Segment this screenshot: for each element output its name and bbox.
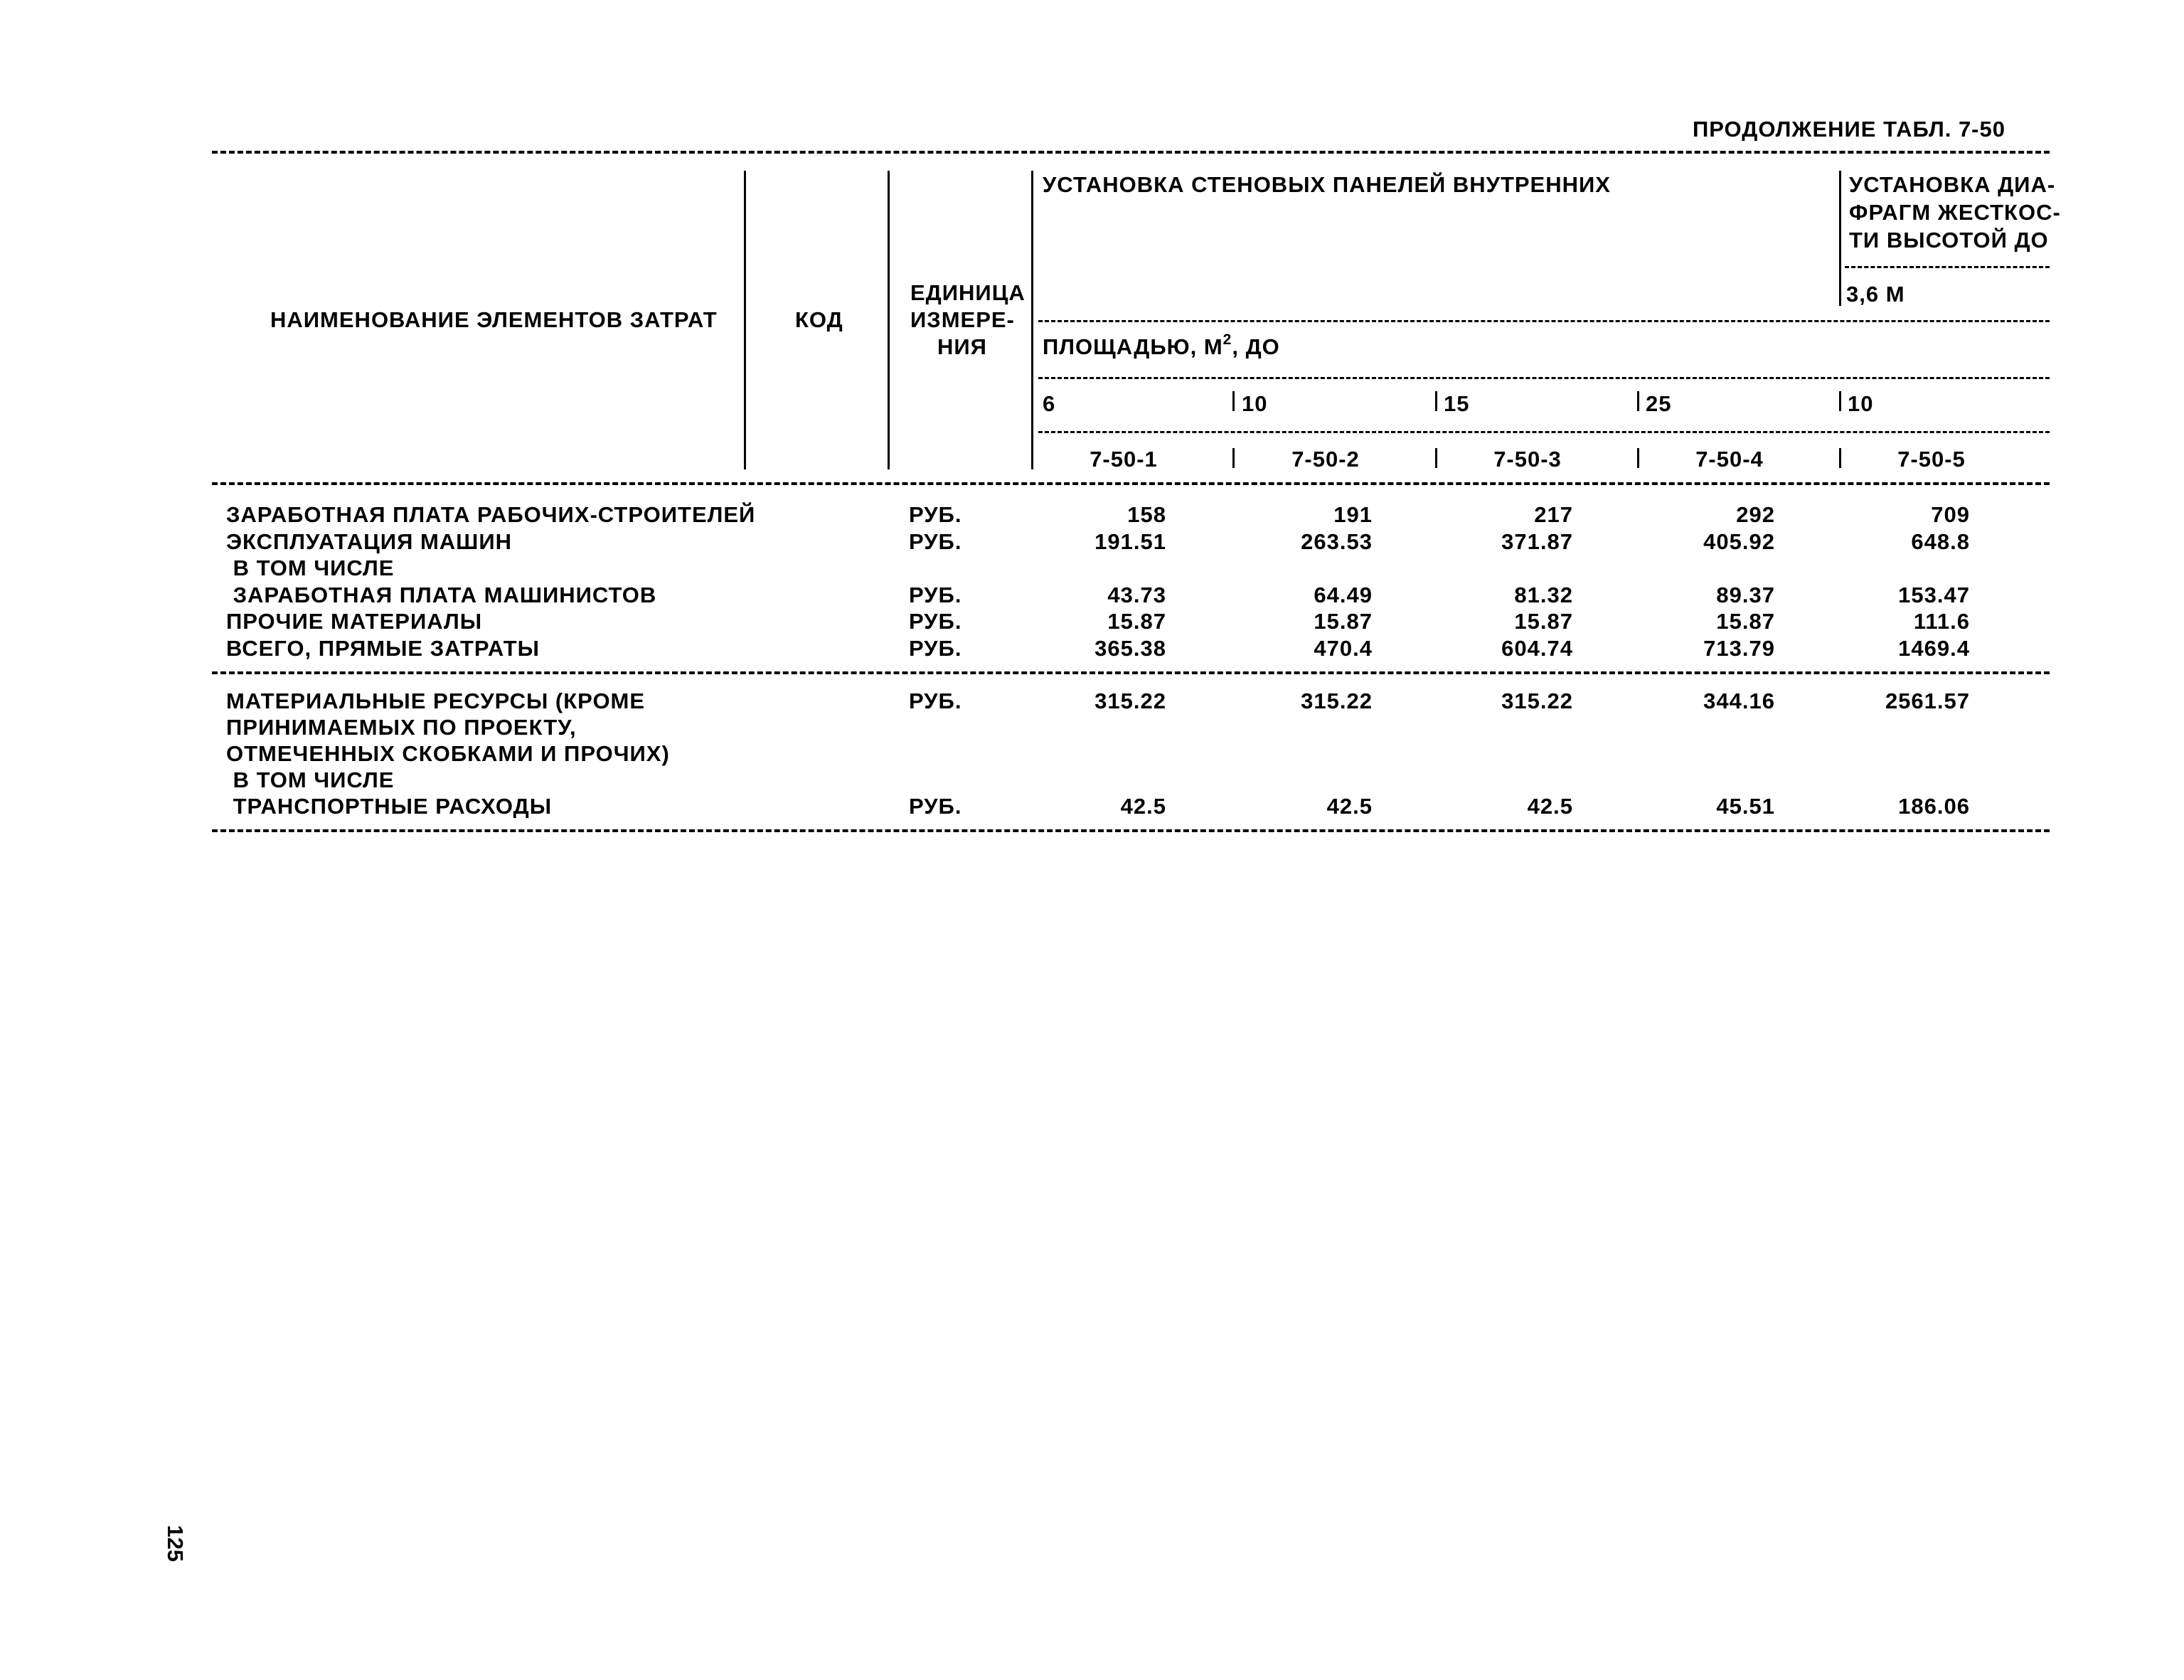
row-name: ТРАНСПОРТНЫЕ РАСХОДЫ bbox=[226, 794, 553, 819]
row-value-col-4: 292 bbox=[1736, 502, 1775, 527]
row-value-col-3: 42.5 bbox=[1527, 794, 1573, 819]
row-value-col-2: 64.49 bbox=[1314, 582, 1373, 607]
header-unit-line-2: ИЗМЕРЕ- bbox=[910, 307, 1015, 332]
group1-title: УСТАНОВКА СТЕНОВЫХ ПАНЕЛЕЙ ВНУТРЕННИХ bbox=[1043, 172, 1611, 197]
row-value-col-1: 15.87 bbox=[1107, 609, 1166, 634]
row-value-col-3: 217 bbox=[1534, 502, 1573, 527]
row-value-col-2: 15.87 bbox=[1314, 609, 1373, 634]
table-top-rule bbox=[212, 151, 2050, 154]
section-divider-rule bbox=[212, 671, 2050, 674]
row-value-col-4: 713.79 bbox=[1703, 635, 1775, 661]
row-value-col-4: 15.87 bbox=[1716, 609, 1775, 634]
row-value-col-2: 42.5 bbox=[1326, 794, 1373, 819]
row-value-col-3: 315.22 bbox=[1501, 689, 1573, 713]
header-divider-code-4 bbox=[1637, 448, 1639, 468]
column-code-2: 7-50-2 bbox=[1291, 447, 1360, 472]
column-code-5: 7-50-5 bbox=[1897, 447, 1966, 472]
row-unit: РУБ. bbox=[909, 528, 962, 554]
row-name: ЗАРАБОТНАЯ ПЛАТА МАШИНИСТОВ bbox=[226, 582, 657, 607]
row-value-col-1: 158 bbox=[1127, 502, 1166, 527]
area-value-2: 10 bbox=[1242, 391, 1268, 416]
header-divider-area-3 bbox=[1435, 391, 1437, 411]
row-name: ЭКСПЛУАТАЦИЯ МАШИН bbox=[226, 528, 513, 554]
row-value-col-5: 648.8 bbox=[1911, 528, 1970, 554]
area-value-4: 25 bbox=[1646, 391, 1672, 416]
group2-title-line-1: УСТАНОВКА ДИА- bbox=[1849, 172, 2056, 197]
area-label: ПЛОЩАДЬЮ, $М^2$, ДО bbox=[1043, 331, 1280, 359]
column-code-3: 7-50-3 bbox=[1493, 447, 1562, 472]
area-value-1: 6 bbox=[1043, 391, 1056, 416]
header-unit-line-1: ЕДИНИЦА bbox=[910, 280, 1026, 305]
row-unit: РУБ. bbox=[909, 635, 962, 661]
row-name: ВСЕГО, ПРЯМЫЕ ЗАТРАТЫ bbox=[226, 635, 540, 661]
header-code-column: КОД bbox=[795, 307, 843, 332]
header-rule-area bbox=[1038, 377, 2050, 379]
row-value-col-2: 191 bbox=[1333, 502, 1373, 527]
row-value-col-5: 186.06 bbox=[1898, 794, 1970, 819]
row-value-col-1: 43.73 bbox=[1107, 582, 1166, 607]
row-value-col-1: 191.51 bbox=[1094, 528, 1166, 554]
row-value-col-1: 365.38 bbox=[1094, 635, 1166, 661]
header-name-column: НАИМЕНОВАНИЕ ЭЛЕМЕНТОВ ЗАТРАТ bbox=[270, 307, 718, 332]
row-name: В ТОМ ЧИСЛЕ bbox=[226, 767, 395, 792]
page-number: 125 bbox=[163, 1525, 188, 1562]
header-divider-name-code bbox=[744, 171, 746, 469]
header-unit-line-3: НИЯ bbox=[937, 334, 987, 359]
row-value-col-5: 709 bbox=[1931, 502, 1970, 527]
header-divider-area-5 bbox=[1839, 391, 1841, 411]
row-unit: РУБ. bbox=[909, 794, 962, 819]
row-value-col-1: 42.5 bbox=[1120, 794, 1166, 819]
header-divider-area-4 bbox=[1637, 391, 1639, 411]
column-code-1: 7-50-1 bbox=[1090, 447, 1158, 472]
group2-title-line-3: ТИ ВЫСОТОЙ ДО bbox=[1849, 228, 2049, 252]
group2-inner-rule bbox=[1845, 266, 2050, 268]
row-value-col-2: 470.4 bbox=[1314, 635, 1373, 661]
group2-height: 3,6 М bbox=[1846, 282, 1905, 307]
header-divider-unit-group bbox=[1031, 171, 1033, 469]
row-value-col-4: 344.16 bbox=[1703, 689, 1775, 713]
row-value-col-2: 315.22 bbox=[1301, 689, 1373, 713]
row-unit: РУБ. bbox=[909, 609, 962, 634]
row-name: В ТОМ ЧИСЛЕ bbox=[226, 555, 395, 580]
row-value-col-3: 81.32 bbox=[1514, 582, 1573, 607]
row-value-col-3: 15.87 bbox=[1514, 609, 1573, 634]
row-value-col-5: 2561.57 bbox=[1885, 689, 1970, 713]
header-divider-code-unit bbox=[888, 171, 890, 469]
row-name: ОТМЕЧЕННЫХ СКОБКАМИ И ПРОЧИХ) bbox=[226, 741, 670, 766]
area-value-5: 10 bbox=[1848, 391, 1874, 416]
row-value-col-4: 405.92 bbox=[1703, 528, 1775, 554]
row-name: ПРИНИМАЕМЫХ ПО ПРОЕКТУ, bbox=[226, 715, 577, 740]
table-caption: ПРОДОЛЖЕНИЕ ТАБЛ. 7-50 bbox=[1693, 117, 2005, 142]
row-unit: РУБ. bbox=[909, 582, 962, 607]
header-divider-group1-group2 bbox=[1839, 171, 1841, 306]
row-unit: РУБ. bbox=[909, 689, 962, 713]
header-rule-group bbox=[1038, 320, 2050, 322]
row-name: МАТЕРИАЛЬНЫЕ РЕСУРСЫ (КРОМЕ bbox=[226, 689, 646, 713]
row-value-col-5: 153.47 bbox=[1898, 582, 1970, 607]
header-bottom-rule bbox=[212, 482, 2050, 485]
row-unit: РУБ. bbox=[909, 502, 962, 527]
row-name: ЗАРАБОТНАЯ ПЛАТА РАБОЧИХ-СТРОИТЕЛЕЙ bbox=[226, 502, 756, 527]
header-rule-values bbox=[1038, 431, 2050, 433]
row-value-col-2: 263.53 bbox=[1301, 528, 1373, 554]
header-divider-code-2 bbox=[1232, 448, 1235, 468]
row-value-col-4: 89.37 bbox=[1716, 582, 1775, 607]
row-value-col-3: 371.87 bbox=[1501, 528, 1573, 554]
column-code-4: 7-50-4 bbox=[1695, 447, 1764, 472]
row-value-col-5: 111.6 bbox=[1913, 609, 1970, 634]
table-bottom-rule bbox=[212, 829, 2050, 832]
row-value-col-4: 45.51 bbox=[1716, 794, 1775, 819]
area-value-3: 15 bbox=[1444, 391, 1470, 416]
row-value-col-3: 604.74 bbox=[1501, 635, 1573, 661]
row-name: ПРОЧИЕ МАТЕРИАЛЫ bbox=[226, 609, 483, 634]
header-divider-code-5 bbox=[1839, 448, 1841, 468]
header-divider-code-3 bbox=[1435, 448, 1437, 468]
row-value-col-5: 1469.4 bbox=[1898, 635, 1970, 661]
header-divider-area-2 bbox=[1232, 391, 1235, 411]
group2-title-line-2: ФРАГМ ЖЕСТКОС- bbox=[1849, 200, 2061, 225]
row-value-col-1: 315.22 bbox=[1094, 689, 1166, 713]
